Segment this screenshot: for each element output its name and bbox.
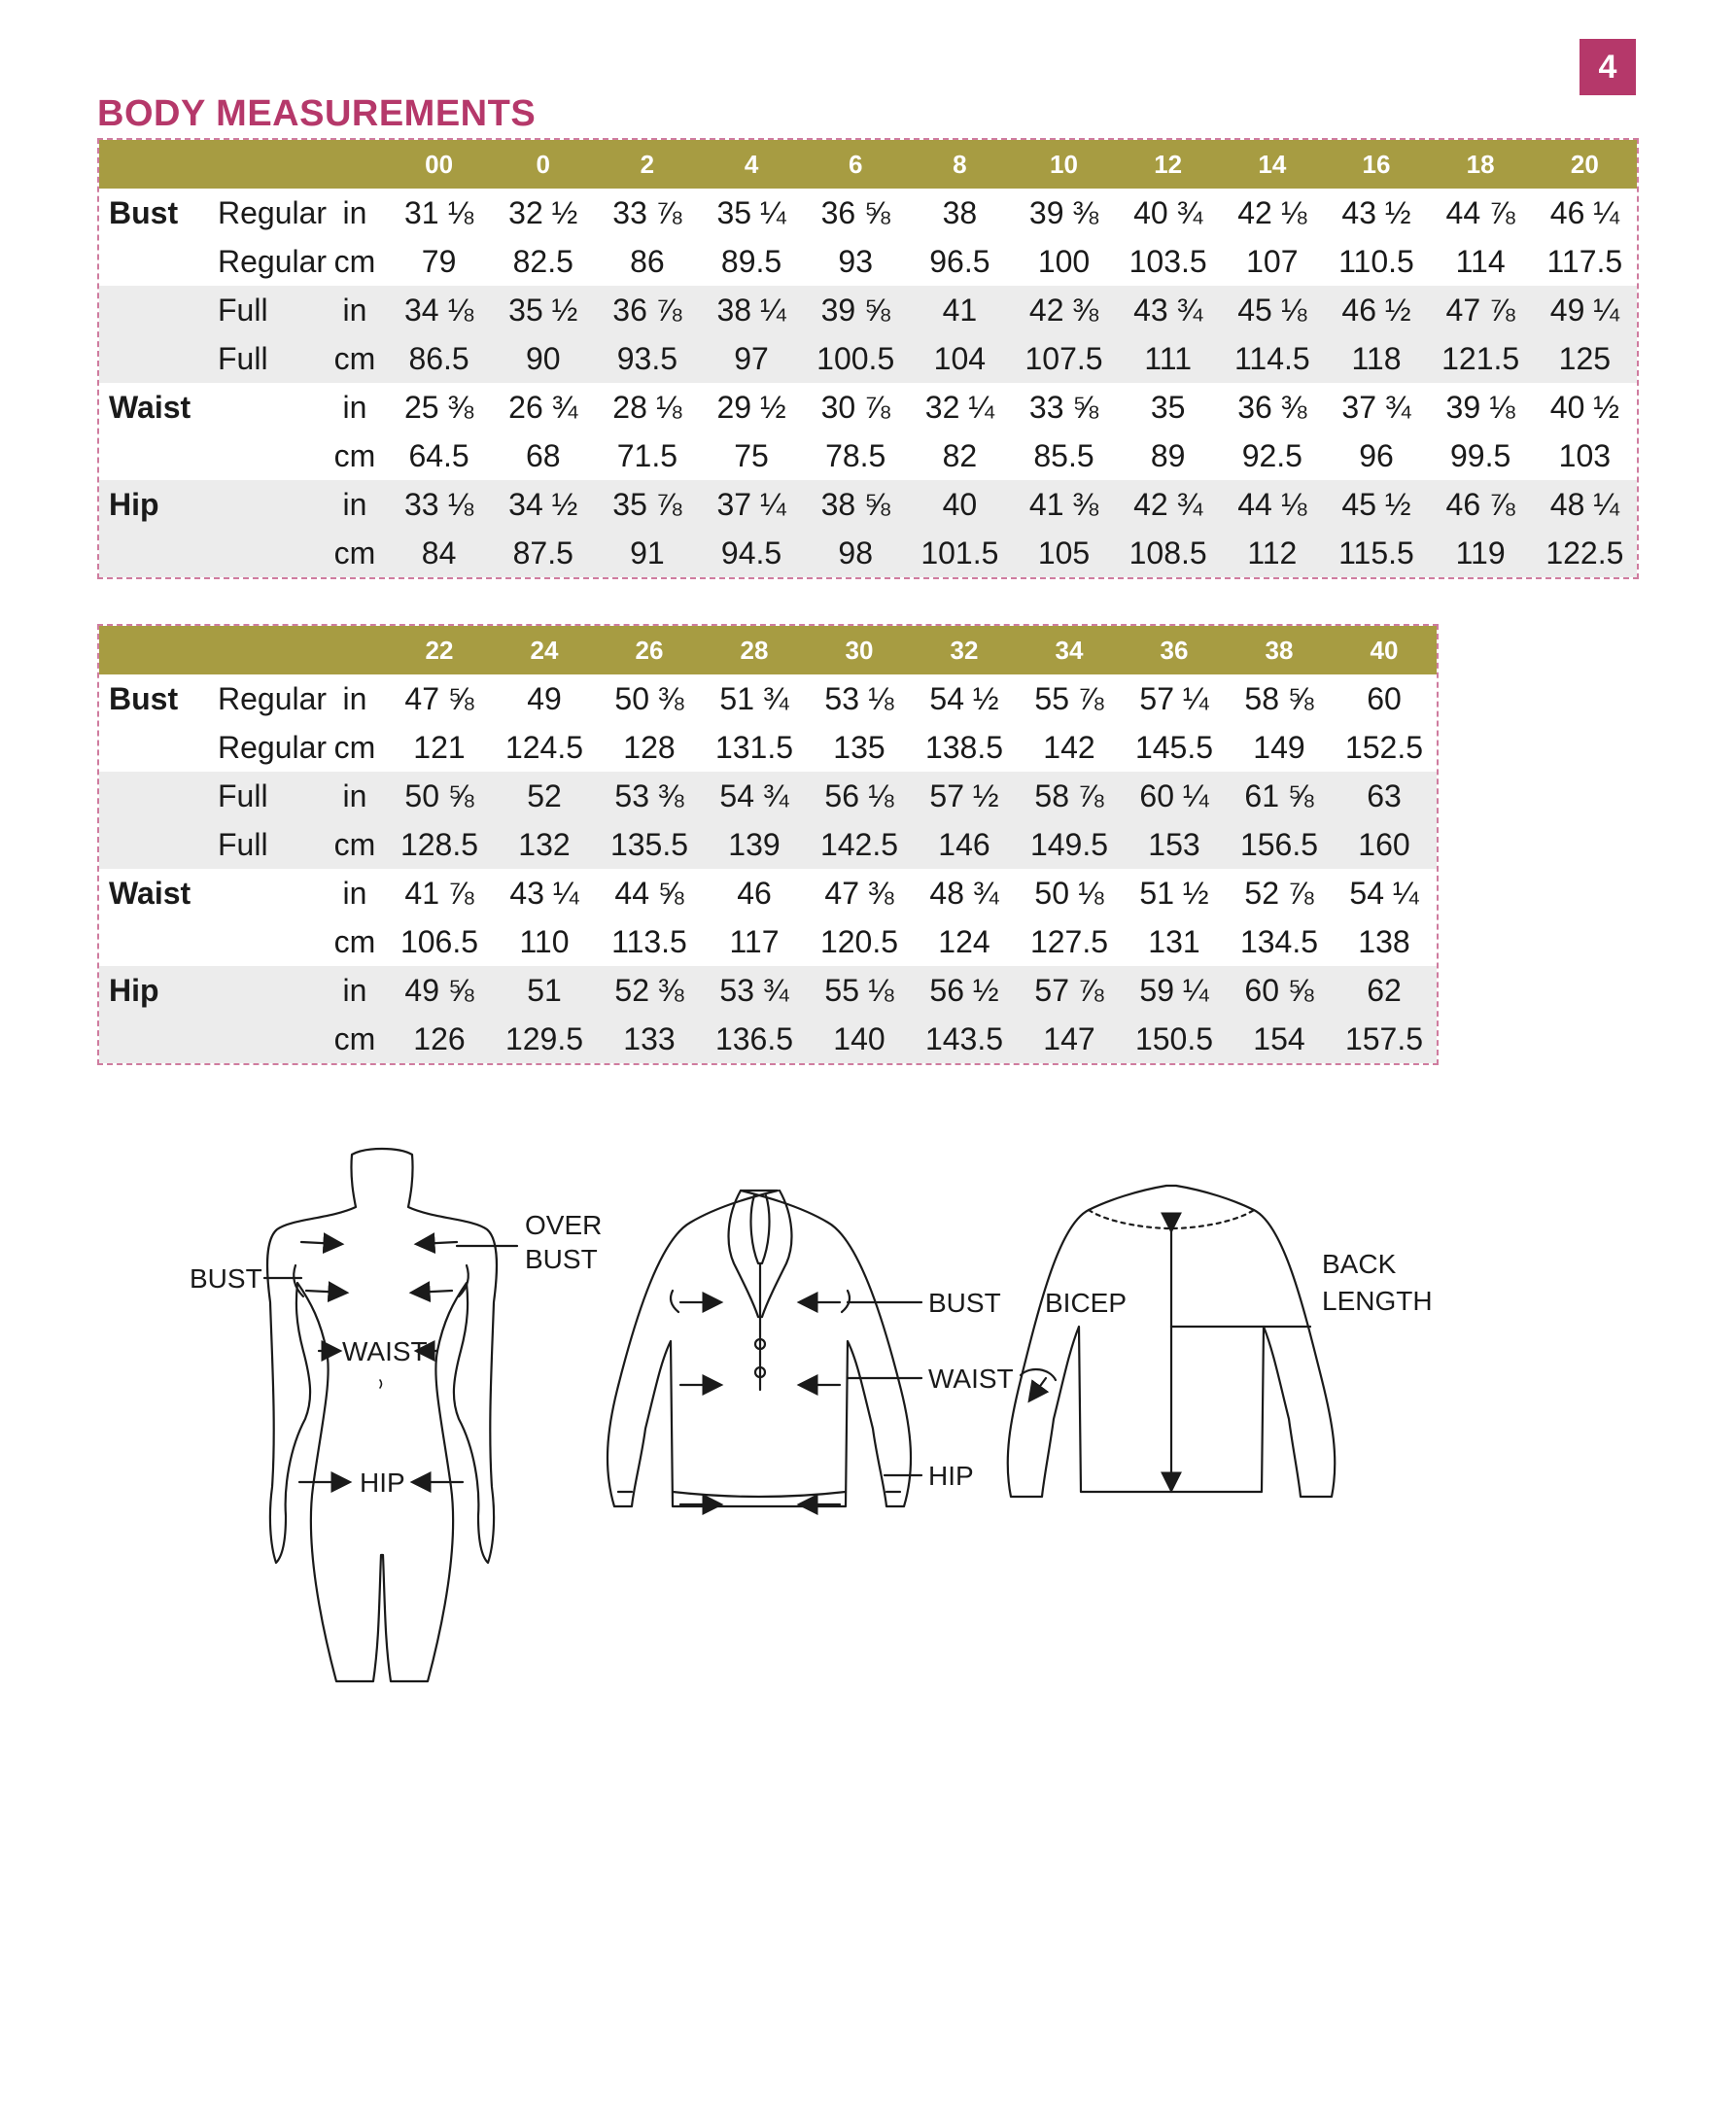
measurement-value: 99.5 bbox=[1450, 437, 1511, 473]
table-row bbox=[99, 917, 1437, 966]
measurement-value: 51 ¾ bbox=[719, 680, 789, 716]
measure-label bbox=[99, 334, 206, 383]
measurement-value: 150.5 bbox=[1122, 1015, 1227, 1063]
measurement-value: 29 ½ bbox=[716, 389, 786, 425]
measurement-value: 26 ¾ bbox=[508, 389, 578, 425]
measurement-value: 48 ¼ bbox=[1533, 480, 1637, 529]
measurement-value: 89 bbox=[1150, 437, 1186, 473]
unit-label: cm bbox=[323, 1015, 387, 1063]
measurement-value: 57 ½ bbox=[912, 772, 1017, 820]
unit-label: cm bbox=[333, 437, 376, 473]
label-back-bicep: BICEP bbox=[1045, 1288, 1128, 1318]
measurement-value: 153 bbox=[1122, 820, 1227, 869]
measurement-value: 39 ⅛ bbox=[1445, 389, 1515, 425]
measurement-value: 33 ⅞ bbox=[612, 194, 682, 230]
measurement-value: 61 ⅝ bbox=[1227, 772, 1332, 820]
table-row bbox=[99, 189, 1637, 237]
measurement-value: 121 bbox=[413, 729, 466, 765]
label-back-length-1: BACK bbox=[1322, 1249, 1397, 1279]
header-blank bbox=[323, 626, 387, 674]
table-row bbox=[99, 1015, 1437, 1063]
measurement-value: 47 ⅝ bbox=[404, 680, 474, 716]
measurement-value: 46 ½ bbox=[1324, 286, 1428, 334]
label-body-bust: BUST bbox=[190, 1263, 262, 1294]
header-blank bbox=[206, 140, 323, 189]
size-header: 2 bbox=[595, 140, 699, 189]
measurement-value: 34 ⅛ bbox=[387, 286, 491, 334]
variant-label bbox=[206, 869, 323, 917]
measurement-value: 55 ⅛ bbox=[807, 966, 912, 1015]
unit-label: cm bbox=[323, 820, 387, 869]
measurement-value: 46 ¼ bbox=[1549, 194, 1619, 230]
measurement-value: 34 ½ bbox=[491, 480, 595, 529]
measurement-value: 50 ⅝ bbox=[387, 772, 492, 820]
label-front-bust: BUST bbox=[928, 1288, 1001, 1318]
measurement-value: 58 ⅞ bbox=[1017, 772, 1122, 820]
size-header: 4 bbox=[699, 140, 803, 189]
variant-label: Full bbox=[206, 772, 323, 820]
measurement-value: 60 ⅝ bbox=[1227, 966, 1332, 1015]
size-header: 10 bbox=[1012, 140, 1116, 189]
measurement-value: 93.5 bbox=[595, 334, 699, 383]
table-row bbox=[99, 674, 1437, 723]
measurement-value: 60 ¼ bbox=[1122, 772, 1227, 820]
measurement-value: 44 ⅝ bbox=[614, 875, 684, 911]
measurement-table-1 bbox=[97, 138, 1639, 579]
size-table-22-40 bbox=[99, 626, 1437, 1063]
measurement-value: 125 bbox=[1533, 334, 1637, 383]
measurement-value: 135 bbox=[833, 729, 885, 765]
measurement-value: 113.5 bbox=[611, 923, 687, 959]
measurement-value: 86.5 bbox=[387, 334, 491, 383]
measure-label: Hip bbox=[99, 480, 206, 529]
size-header: 24 bbox=[492, 626, 597, 674]
measurement-value: 91 bbox=[595, 529, 699, 577]
measurement-value: 124 bbox=[938, 923, 990, 959]
measurement-value: 90 bbox=[491, 334, 595, 383]
table-row bbox=[99, 432, 1637, 480]
unit-label: in bbox=[342, 194, 367, 230]
measure-label: Waist bbox=[109, 389, 191, 425]
size-header: 32 bbox=[912, 626, 1017, 674]
label-front-waist: WAIST bbox=[928, 1364, 1014, 1394]
measurement-value: 33 ⅛ bbox=[387, 480, 491, 529]
table-row bbox=[99, 480, 1637, 529]
size-header: 22 bbox=[387, 626, 492, 674]
measurement-value: 96 bbox=[1359, 437, 1394, 473]
measure-label bbox=[99, 1015, 206, 1063]
measurement-value: 54 ½ bbox=[929, 680, 999, 716]
measurement-value: 132 bbox=[492, 820, 597, 869]
measurement-value: 44 ⅛ bbox=[1220, 480, 1324, 529]
measurement-value: 54 ¾ bbox=[702, 772, 807, 820]
measurement-value: 147 bbox=[1017, 1015, 1122, 1063]
measurement-value: 118 bbox=[1324, 334, 1428, 383]
measurement-value: 78.5 bbox=[825, 437, 886, 473]
measurement-value: 138.5 bbox=[924, 729, 1004, 765]
measurement-value: 100.5 bbox=[804, 334, 908, 383]
label-body-hip: HIP bbox=[360, 1468, 405, 1498]
dress-form-figure bbox=[267, 1149, 497, 1681]
measurement-value: 105 bbox=[1012, 529, 1116, 577]
size-header: 00 bbox=[387, 140, 491, 189]
measurement-value: 115.5 bbox=[1324, 529, 1428, 577]
measurement-value: 56 ⅛ bbox=[807, 772, 912, 820]
measurement-value: 59 ¼ bbox=[1122, 966, 1227, 1015]
page-title: BODY MEASUREMENTS bbox=[97, 93, 537, 134]
measurement-value: 37 ¼ bbox=[699, 480, 803, 529]
measurement-value: 43 ¼ bbox=[509, 875, 579, 911]
variant-label: Full bbox=[206, 286, 323, 334]
measure-label bbox=[99, 917, 206, 966]
variant-label: Regular bbox=[218, 243, 328, 279]
measurement-value: 154 bbox=[1227, 1015, 1332, 1063]
table-row bbox=[99, 723, 1437, 772]
measurement-value: 94.5 bbox=[699, 529, 803, 577]
table-row bbox=[99, 966, 1437, 1015]
measurement-value: 62 bbox=[1332, 966, 1437, 1015]
measurement-value: 63 bbox=[1332, 772, 1437, 820]
measure-label bbox=[99, 432, 206, 480]
size-header: 20 bbox=[1533, 140, 1637, 189]
measurement-value: 149 bbox=[1253, 729, 1305, 765]
measurement-value: 25 ⅜ bbox=[403, 389, 474, 425]
variant-label bbox=[206, 529, 323, 577]
label-front-hip: HIP bbox=[928, 1461, 974, 1491]
measurement-value: 32 ½ bbox=[508, 194, 578, 230]
measurement-value: 110.5 bbox=[1338, 243, 1414, 279]
unit-label: in bbox=[323, 772, 387, 820]
measurement-value: 42 ¾ bbox=[1116, 480, 1220, 529]
measurement-value: 71.5 bbox=[616, 437, 678, 473]
measurement-value: 46 bbox=[737, 875, 772, 911]
measurement-value: 103.5 bbox=[1128, 243, 1207, 279]
measurement-value: 86 bbox=[630, 243, 665, 279]
measurement-value: 47 ⅞ bbox=[1429, 286, 1533, 334]
table-row bbox=[99, 286, 1637, 334]
size-header: 6 bbox=[804, 140, 908, 189]
measurement-value: 134.5 bbox=[1239, 923, 1319, 959]
measurement-value: 98 bbox=[804, 529, 908, 577]
variant-label bbox=[206, 480, 323, 529]
measurement-value: 68 bbox=[525, 437, 561, 473]
measurement-value: 139 bbox=[702, 820, 807, 869]
measurement-value: 50 ⅛ bbox=[1034, 875, 1104, 911]
measurement-value: 124.5 bbox=[504, 729, 584, 765]
size-header: 18 bbox=[1429, 140, 1533, 189]
measurement-value: 111 bbox=[1116, 334, 1220, 383]
measurement-value: 101.5 bbox=[908, 529, 1012, 577]
measurement-value: 121.5 bbox=[1429, 334, 1533, 383]
measurement-value: 114.5 bbox=[1220, 334, 1324, 383]
variant-label bbox=[206, 966, 323, 1015]
measurement-diagram bbox=[175, 1118, 1555, 1720]
measurement-value: 53 ¾ bbox=[702, 966, 807, 1015]
measurement-value: 85.5 bbox=[1033, 437, 1094, 473]
measurement-value: 60 bbox=[1367, 680, 1402, 716]
measurement-value: 39 ⅜ bbox=[1028, 194, 1099, 230]
measurement-value: 110 bbox=[519, 923, 570, 959]
measurement-value: 49 ⅝ bbox=[387, 966, 492, 1015]
measurement-value: 40 bbox=[908, 480, 1012, 529]
measurement-value: 152.5 bbox=[1344, 729, 1424, 765]
measurement-value: 49 ¼ bbox=[1533, 286, 1637, 334]
measurement-value: 32 ¼ bbox=[924, 389, 994, 425]
measurement-value: 55 ⅞ bbox=[1034, 680, 1104, 716]
measurement-value: 50 ⅜ bbox=[614, 680, 684, 716]
measurement-value: 46 ⅞ bbox=[1429, 480, 1533, 529]
table-row bbox=[99, 869, 1437, 917]
size-header: 38 bbox=[1227, 626, 1332, 674]
measurement-value: 38 ⅝ bbox=[804, 480, 908, 529]
table-row bbox=[99, 334, 1637, 383]
variant-label: Full bbox=[206, 334, 323, 383]
measurement-value: 108.5 bbox=[1116, 529, 1220, 577]
measurement-value: 36 ⅝ bbox=[820, 194, 890, 230]
size-header: 34 bbox=[1017, 626, 1122, 674]
measurement-value: 36 ⅜ bbox=[1237, 389, 1307, 425]
measurement-value: 128.5 bbox=[387, 820, 492, 869]
table-row bbox=[99, 529, 1637, 577]
variant-label bbox=[206, 432, 323, 480]
measurement-value: 57 ¼ bbox=[1139, 680, 1209, 716]
size-header: 40 bbox=[1332, 626, 1437, 674]
measurement-value: 54 ¼ bbox=[1349, 875, 1419, 911]
label-over-bust-1: OVER bbox=[525, 1210, 603, 1240]
size-header: 16 bbox=[1324, 140, 1428, 189]
measurement-value: 31 ⅛ bbox=[403, 194, 474, 230]
unit-label: in bbox=[342, 389, 367, 425]
measurement-value: 41 ⅞ bbox=[404, 875, 474, 911]
measurement-value: 38 ¼ bbox=[699, 286, 803, 334]
measurement-value: 52 bbox=[492, 772, 597, 820]
measurement-table-2 bbox=[97, 624, 1439, 1065]
measurement-value: 38 bbox=[942, 194, 978, 230]
table-row bbox=[99, 383, 1637, 432]
size-header: 36 bbox=[1122, 626, 1227, 674]
header-blank bbox=[206, 626, 323, 674]
variant-label bbox=[206, 917, 323, 966]
measurement-value: 120.5 bbox=[819, 923, 899, 959]
label-over-bust-2: BUST bbox=[525, 1244, 598, 1274]
measurement-value: 146 bbox=[912, 820, 1017, 869]
measure-label: Hip bbox=[99, 966, 206, 1015]
measurement-value: 140 bbox=[807, 1015, 912, 1063]
measurement-value: 142 bbox=[1043, 729, 1095, 765]
measurement-value: 87.5 bbox=[491, 529, 595, 577]
unit-label: in bbox=[323, 480, 387, 529]
measurement-value: 142.5 bbox=[807, 820, 912, 869]
size-header: 14 bbox=[1220, 140, 1324, 189]
measurement-value: 51 bbox=[492, 966, 597, 1015]
measurement-value: 36 ⅞ bbox=[595, 286, 699, 334]
measurement-value: 40 ¾ bbox=[1133, 194, 1203, 230]
header-blank bbox=[99, 140, 206, 189]
unit-label: in bbox=[342, 875, 367, 911]
measurement-value: 129.5 bbox=[492, 1015, 597, 1063]
measurement-value: 33 ⅝ bbox=[1028, 389, 1099, 425]
measure-label: Bust bbox=[109, 680, 179, 716]
variant-label bbox=[206, 1015, 323, 1063]
measurement-value: 107 bbox=[1246, 243, 1299, 279]
measurement-value: 89.5 bbox=[720, 243, 782, 279]
measurement-value: 131.5 bbox=[714, 729, 794, 765]
measurement-value: 35 ¼ bbox=[716, 194, 786, 230]
measurement-value: 97 bbox=[699, 334, 803, 383]
measurement-value: 45 ½ bbox=[1324, 480, 1428, 529]
measurement-value: 103 bbox=[1558, 437, 1612, 473]
measurement-value: 35 ½ bbox=[491, 286, 595, 334]
measurement-value: 107.5 bbox=[1012, 334, 1116, 383]
measurement-value: 156.5 bbox=[1227, 820, 1332, 869]
unit-label: cm bbox=[333, 923, 376, 959]
variant-label: Regular bbox=[218, 194, 328, 230]
header-blank bbox=[99, 626, 206, 674]
header-blank bbox=[323, 140, 387, 189]
measurement-value: 56 ½ bbox=[912, 966, 1017, 1015]
variant-label bbox=[206, 383, 323, 432]
measurement-value: 30 ⅞ bbox=[820, 389, 890, 425]
measurement-value: 135.5 bbox=[597, 820, 702, 869]
table-row bbox=[99, 772, 1437, 820]
measurement-value: 106.5 bbox=[399, 923, 479, 959]
variant-label: Regular bbox=[218, 729, 328, 765]
measurement-value: 40 ½ bbox=[1549, 389, 1619, 425]
table-row bbox=[99, 237, 1637, 286]
measurement-value: 160 bbox=[1332, 820, 1437, 869]
measurement-value: 126 bbox=[387, 1015, 492, 1063]
measurement-value: 96.5 bbox=[929, 243, 990, 279]
measurement-value: 64.5 bbox=[408, 437, 469, 473]
unit-label: cm bbox=[333, 729, 376, 765]
measurement-value: 136.5 bbox=[702, 1015, 807, 1063]
measurement-value: 57 ⅞ bbox=[1017, 966, 1122, 1015]
measurement-value: 117 bbox=[729, 923, 780, 959]
measurement-value: 143.5 bbox=[912, 1015, 1017, 1063]
measurement-value: 114 bbox=[1455, 243, 1506, 279]
unit-label: cm bbox=[323, 334, 387, 383]
measure-label bbox=[99, 772, 206, 820]
measurement-value: 119 bbox=[1429, 529, 1533, 577]
measurement-value: 100 bbox=[1037, 243, 1091, 279]
measurement-value: 37 ¾ bbox=[1341, 389, 1411, 425]
measure-label: Waist bbox=[109, 875, 191, 911]
measurement-value: 149.5 bbox=[1017, 820, 1122, 869]
measurement-value: 35 ⅞ bbox=[595, 480, 699, 529]
measurement-value: 47 ⅜ bbox=[824, 875, 894, 911]
measurement-value: 41 ⅜ bbox=[1012, 480, 1116, 529]
measurement-value: 53 ⅛ bbox=[824, 680, 894, 716]
size-header: 8 bbox=[908, 140, 1012, 189]
measurement-value: 53 ⅜ bbox=[597, 772, 702, 820]
measurement-value: 157.5 bbox=[1332, 1015, 1437, 1063]
page-number: 4 bbox=[1580, 39, 1636, 95]
measurement-value: 93 bbox=[838, 243, 873, 279]
measurement-value: 104 bbox=[908, 334, 1012, 383]
measure-label bbox=[99, 237, 206, 286]
measurement-value: 128 bbox=[623, 729, 676, 765]
unit-label: cm bbox=[323, 529, 387, 577]
measurement-value: 138 bbox=[1358, 923, 1410, 959]
measurement-value: 131 bbox=[1148, 923, 1200, 959]
measurement-value: 52 ⅜ bbox=[597, 966, 702, 1015]
table-header-row bbox=[99, 140, 1637, 189]
variant-label: Regular bbox=[218, 680, 328, 716]
unit-label: cm bbox=[333, 243, 376, 279]
size-table-00-20 bbox=[99, 140, 1637, 577]
unit-label: in bbox=[323, 966, 387, 1015]
measurement-value: 82 bbox=[942, 437, 978, 473]
size-header: 28 bbox=[702, 626, 807, 674]
measure-label bbox=[99, 820, 206, 869]
measurement-value: 133 bbox=[597, 1015, 702, 1063]
measurement-value: 117.5 bbox=[1546, 243, 1623, 279]
measurement-value: 28 ⅛ bbox=[612, 389, 682, 425]
measurement-value: 92.5 bbox=[1241, 437, 1302, 473]
size-header: 12 bbox=[1116, 140, 1220, 189]
label-back-length-2: LENGTH bbox=[1322, 1286, 1433, 1316]
label-body-waist: WAIST bbox=[342, 1336, 428, 1366]
measurement-value: 43 ½ bbox=[1341, 194, 1411, 230]
unit-label: in bbox=[323, 286, 387, 334]
size-header: 26 bbox=[597, 626, 702, 674]
table-header-row bbox=[99, 626, 1437, 674]
measurement-value: 84 bbox=[387, 529, 491, 577]
measurement-value: 58 ⅝ bbox=[1244, 680, 1314, 716]
measurement-value: 44 ⅞ bbox=[1445, 194, 1515, 230]
measure-label: Bust bbox=[109, 194, 179, 230]
measurement-value: 127.5 bbox=[1029, 923, 1109, 959]
measurement-value: 39 ⅝ bbox=[804, 286, 908, 334]
measurement-value: 79 bbox=[421, 243, 457, 279]
measurement-value: 41 bbox=[908, 286, 1012, 334]
measurement-value: 122.5 bbox=[1533, 529, 1637, 577]
measurement-value: 42 ⅜ bbox=[1012, 286, 1116, 334]
measure-label bbox=[99, 286, 206, 334]
measurement-value: 49 bbox=[527, 680, 562, 716]
front-garment-figure bbox=[608, 1191, 911, 1506]
table-row bbox=[99, 820, 1437, 869]
measure-label bbox=[99, 723, 206, 772]
measurement-value: 145.5 bbox=[1134, 729, 1214, 765]
measurement-value: 42 ⅛ bbox=[1237, 194, 1307, 230]
measurement-value: 52 ⅞ bbox=[1244, 875, 1314, 911]
unit-label: in bbox=[342, 680, 367, 716]
measurement-value: 112 bbox=[1220, 529, 1324, 577]
measure-label bbox=[99, 529, 206, 577]
measurement-value: 82.5 bbox=[512, 243, 573, 279]
size-header: 30 bbox=[807, 626, 912, 674]
measurement-value: 51 ½ bbox=[1139, 875, 1209, 911]
measurement-value: 75 bbox=[734, 437, 769, 473]
measurement-value: 43 ¾ bbox=[1116, 286, 1220, 334]
measurement-value: 48 ¾ bbox=[929, 875, 999, 911]
measurement-value: 45 ⅛ bbox=[1220, 286, 1324, 334]
size-header: 0 bbox=[491, 140, 595, 189]
variant-label: Full bbox=[206, 820, 323, 869]
measurement-value: 35 bbox=[1150, 389, 1186, 425]
